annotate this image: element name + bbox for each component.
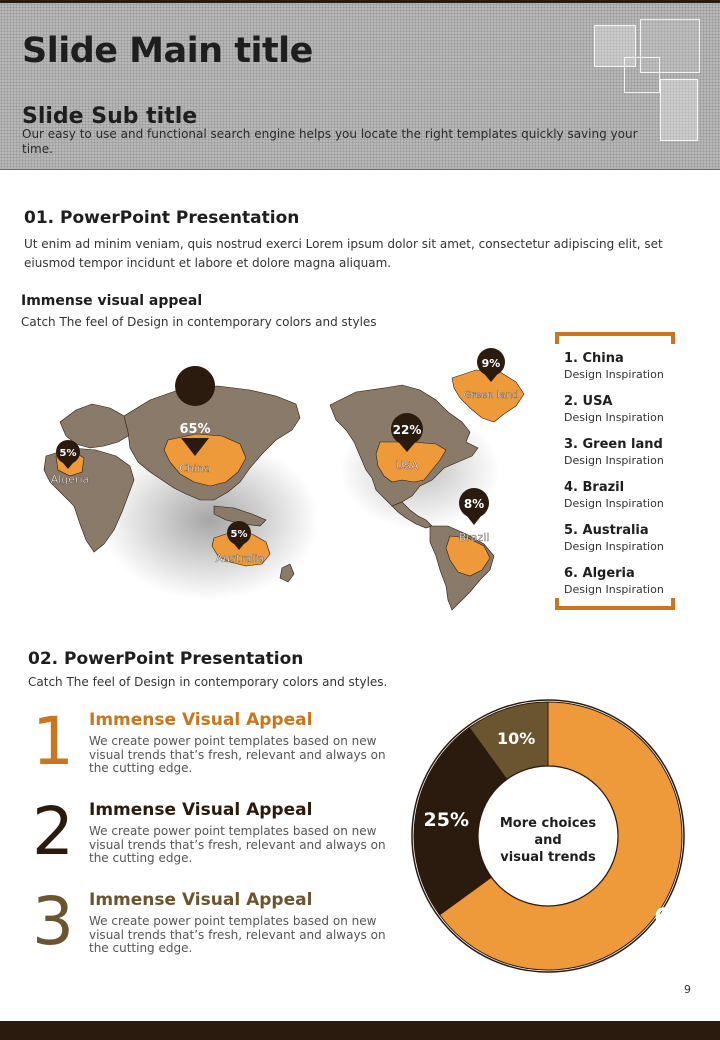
marker-label: Algeria [50,473,90,486]
feature-number: 1 [32,703,74,780]
marker-australia [216,521,265,565]
country-item [564,523,664,554]
feature-item [28,793,388,880]
country-item [564,480,664,511]
marker-label: Green land [463,390,519,401]
marker-percent: 5% [59,448,77,459]
country-item [564,394,664,425]
feature-title: Immense Visual Appeal [89,890,313,910]
country-subtitle: Design Inspiration [564,583,664,596]
marker-label: Brazil [458,531,490,544]
header-banner [0,0,720,170]
marker-percent: 5% [230,529,248,540]
country-list [555,332,675,610]
footer-bar [0,1021,720,1040]
country-name: 2. USA [564,394,613,409]
country-item [564,566,664,597]
visual-title: Immense visual appeal [21,293,203,309]
country-subtitle: Design Inspiration [564,368,664,381]
feature-item [28,883,388,970]
section1-description: Ut enim ad minim veniam, quis nostrud exerci Lorem ipsum dolor sit amet, consectetur adipiscing elit, set eiusmod tempor incidunt et labore et dolore magna aliquam. [24,237,663,270]
donut-slice-label: 65% [654,902,712,931]
feature-description: We create power point templates based on new visual trends that’s fresh, relevant and always on the cutting edge. [89,824,386,865]
feature-number: 2 [32,793,74,870]
marker-percent: 8% [463,497,485,511]
visual-description: Catch The feel of Design in contemporary colors and styles [21,315,377,329]
main-title: Slide Main title [22,31,313,71]
section2-title: 02. PowerPoint Presentation [28,649,304,669]
country-item [564,351,664,382]
donut-chart [408,698,712,978]
decor-square [660,79,698,141]
decor-square [624,57,660,93]
country-subtitle: Design Inspiration [564,454,664,467]
country-name: 3. Green land [564,437,663,452]
donut-center-line: and [534,833,562,848]
country-subtitle: Design Inspiration [564,540,664,553]
country-item [564,437,664,468]
feature-title: Immense Visual Appeal [89,800,313,820]
country-name: 5. Australia [564,523,649,538]
marker-percent: 9% [481,357,501,370]
country-name: 6. Algeria [564,566,635,581]
feature-description: We create power point templates based on new visual trends that’s fresh, relevant and always on the cutting edge. [89,914,386,955]
section2-description: Catch The feel of Design in contemporary colors and styles. [28,675,388,689]
donut-slice-label: 25% [423,808,470,831]
donut-center-line: More choices [499,816,597,831]
section1-title: 01. PowerPoint Presentation [24,208,300,228]
marker-brazil [459,488,490,544]
marker-label: USA [395,459,419,472]
marker-label: Australia [215,552,265,565]
feature-number: 3 [32,883,74,960]
feature-title: Immense Visual Appeal [89,710,313,730]
marker-label: China [179,462,211,475]
sub-title: Slide Sub title [22,104,198,129]
country-subtitle: Design Inspiration [564,411,664,424]
feature-item [28,703,388,790]
feature-description: We create power point templates based on new visual trends that’s fresh, relevant and always on the cutting edge. [89,734,386,775]
country-subtitle: Design Inspiration [564,497,664,510]
sub-description: Our easy to use and functional search engine helps you locate the right templates quickly saving your time. [22,127,638,156]
marker-percent: 65% [179,422,211,437]
marker-greenland [463,348,518,401]
marker-usa [391,413,423,472]
page-number: 9 [684,983,691,996]
map-markers [0,330,560,620]
country-name: 1. China [564,351,624,366]
marker-china [175,366,215,475]
country-name: 4. Brazil [564,480,625,495]
donut-slice-label: 10% [497,729,536,749]
donut-center-line: visual trends [500,850,596,865]
marker-percent: 22% [392,423,422,437]
marker-algeria [51,440,90,486]
